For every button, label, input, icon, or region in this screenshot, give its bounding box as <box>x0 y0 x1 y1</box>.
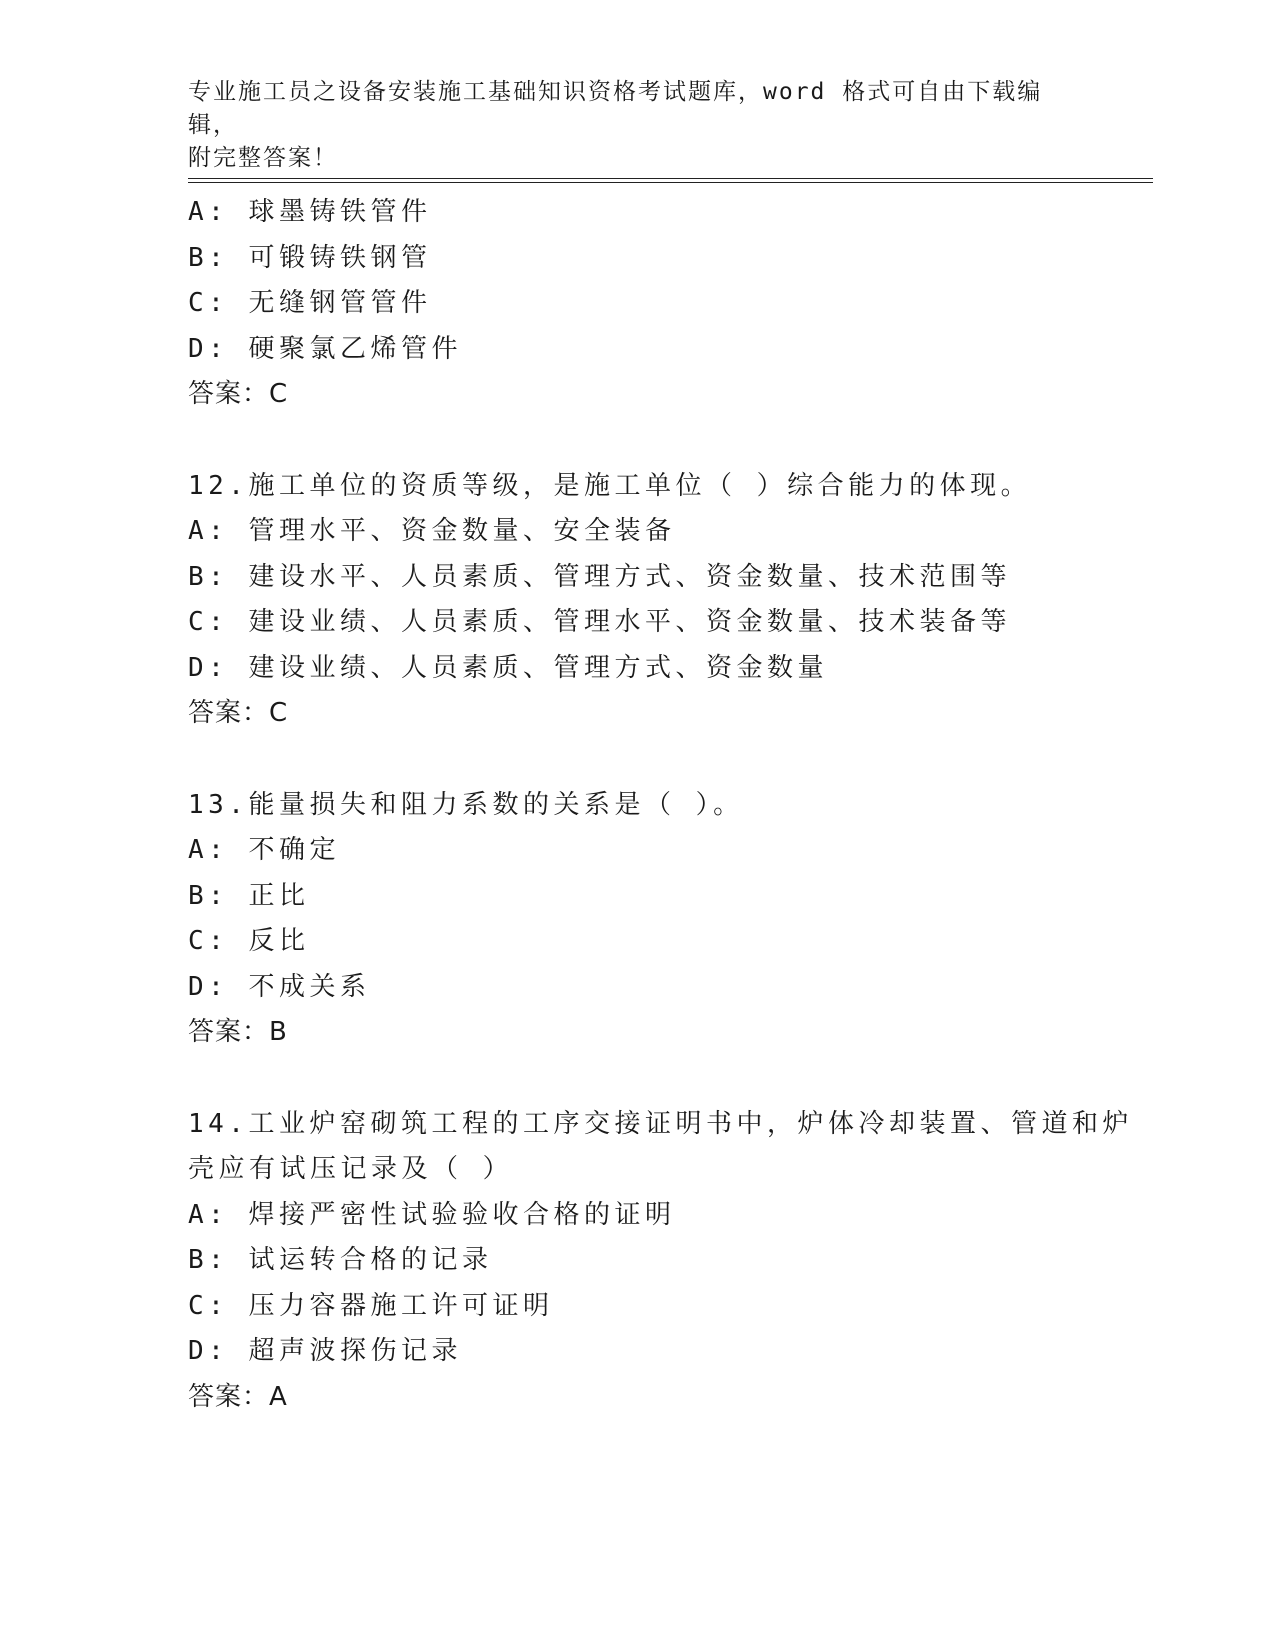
option-c: C: 无缝钢管管件 <box>188 288 432 318</box>
question-13 <box>188 783 1148 1056</box>
option-d: D: 超声波探伤记录 <box>188 1336 462 1366</box>
question-stem: 13.能量损失和阻力系数的关系是（ ）。 <box>188 789 744 820</box>
question-12 <box>188 464 1148 737</box>
option-b: B: 试运转合格的记录 <box>188 1245 493 1275</box>
question-11 <box>188 190 1148 418</box>
option-d: D: 硬聚氯乙烯管件 <box>188 333 462 364</box>
option-c: C: 反比 <box>188 926 310 956</box>
question-stem-line-1: 14.工业炉窑砌筑工程的工序交接证明书中，炉体冷却装置、管道和炉 <box>188 1108 1133 1139</box>
spacer <box>188 1056 1148 1102</box>
option-b: B: 建设水平、人员素质、管理方式、资金数量、技术范围等 <box>188 561 1011 592</box>
spacer <box>188 418 1148 464</box>
header-title-line-2: 附完整答案！ <box>188 145 338 171</box>
option-a: A: 不确定 <box>188 835 340 865</box>
option-a: A: 焊接严密性试验验收合格的证明 <box>188 1199 676 1230</box>
answer: 答案：C <box>188 698 289 728</box>
option-d: D: 建设业绩、人员素质、管理方式、资金数量 <box>188 652 828 683</box>
document-header <box>188 76 1088 175</box>
question-list <box>188 190 1148 1420</box>
header-title-line-1: 专业施工员之设备安装施工基础知识资格考试题库，word 格式可自由下载编辑， <box>188 79 1043 138</box>
option-a: A: 球墨铸铁管件 <box>188 197 432 227</box>
option-b: B: 正比 <box>188 880 310 911</box>
option-c: C: 压力容器施工许可证明 <box>188 1290 554 1321</box>
answer: 答案：A <box>188 1381 288 1412</box>
option-d: D: 不成关系 <box>188 971 371 1002</box>
header-divider <box>188 178 1153 183</box>
question-stem-line-2: 壳应有试压记录及（ ） <box>188 1154 514 1184</box>
option-a: A: 管理水平、资金数量、安全装备 <box>188 516 676 546</box>
option-b: B: 可锻铸铁钢管 <box>188 242 432 273</box>
answer: 答案：B <box>188 1017 288 1047</box>
question-14 <box>188 1102 1148 1421</box>
answer: 答案：C <box>188 379 289 409</box>
spacer <box>188 737 1148 783</box>
question-stem: 12.施工单位的资质等级，是施工单位（ ）综合能力的体现。 <box>188 470 1032 501</box>
option-c: C: 建设业绩、人员素质、管理水平、资金数量、技术装备等 <box>188 607 1011 637</box>
